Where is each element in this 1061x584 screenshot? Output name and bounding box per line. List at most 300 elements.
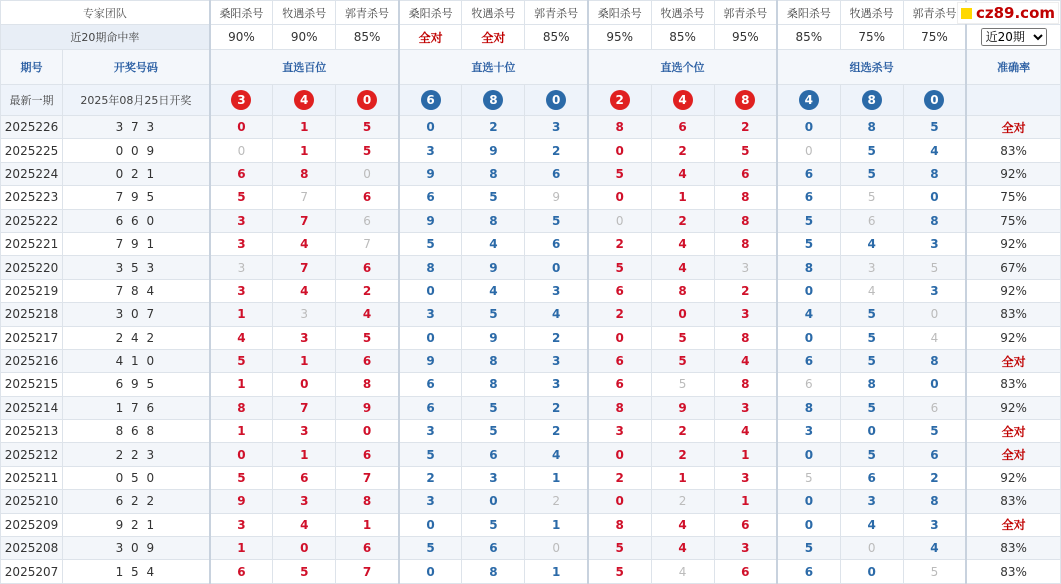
- expert-name: 牧遇杀号: [462, 1, 525, 25]
- col-accuracy: 准确率: [966, 50, 1060, 85]
- kill-number: 2: [336, 279, 399, 302]
- latest-label: 最新一期: [1, 85, 63, 116]
- row-period: 2025214: [1, 396, 63, 419]
- kill-number: 4: [336, 303, 399, 326]
- kill-number: 0: [588, 139, 651, 162]
- kill-number: 1: [651, 466, 714, 489]
- site-logo[interactable]: [957, 2, 1059, 24]
- table-row: [1, 349, 1061, 372]
- latest-ball-cell: [651, 85, 714, 116]
- kill-number: 2: [651, 139, 714, 162]
- latest-ball-cell: [273, 85, 336, 116]
- kill-number: 0: [588, 326, 651, 349]
- table-row: [1, 162, 1061, 185]
- kill-number: 0: [840, 537, 903, 560]
- kill-number: 8: [462, 349, 525, 372]
- latest-ball-cell: [462, 85, 525, 116]
- kill-number: 9: [462, 139, 525, 162]
- kill-number: 1: [714, 443, 777, 466]
- kill-number: 1: [273, 443, 336, 466]
- expert-name: 桑阳杀号: [588, 1, 651, 25]
- kill-number: 4: [903, 326, 966, 349]
- kill-number: 5: [651, 349, 714, 372]
- row-accuracy: 全对: [966, 420, 1060, 443]
- kill-number: 5: [336, 139, 399, 162]
- kill-number: 1: [651, 186, 714, 209]
- kill-number: 8: [336, 490, 399, 513]
- kill-number: 9: [399, 162, 462, 185]
- ball: 3: [231, 90, 251, 110]
- kill-number: 5: [588, 162, 651, 185]
- row-accuracy: 92%: [966, 466, 1060, 489]
- kill-number: 2: [651, 209, 714, 232]
- kill-number: 1: [525, 466, 588, 489]
- row-draw: 6 2 2: [63, 490, 210, 513]
- expert-rate: 90%: [210, 25, 273, 50]
- kill-number: 3: [210, 279, 273, 302]
- kill-number: 7: [336, 232, 399, 255]
- kill-number: 3: [588, 420, 651, 443]
- kill-number: 5: [462, 396, 525, 419]
- expert-name: 牧遇杀号: [273, 1, 336, 25]
- kill-number: 4: [651, 256, 714, 279]
- ball: 6: [421, 90, 441, 110]
- kill-number: 6: [777, 186, 840, 209]
- kill-number: 5: [462, 513, 525, 536]
- row-draw: 3 0 9: [63, 537, 210, 560]
- kill-number: 3: [462, 466, 525, 489]
- expert-name: 桑阳杀号: [210, 1, 273, 25]
- logo-text: cz89.com: [975, 4, 1056, 22]
- kill-number: 2: [651, 443, 714, 466]
- kill-number: 5: [588, 537, 651, 560]
- kill-number: 7: [273, 396, 336, 419]
- row-period: 2025212: [1, 443, 63, 466]
- kill-number: 5: [210, 186, 273, 209]
- row-draw: 2 4 2: [63, 326, 210, 349]
- col-group-combo: 组选杀号: [777, 50, 966, 85]
- kill-number: 0: [273, 373, 336, 396]
- kill-number: 4: [651, 560, 714, 583]
- row-draw: 9 2 1: [63, 513, 210, 536]
- kill-number: 4: [840, 279, 903, 302]
- kill-number: 3: [210, 232, 273, 255]
- kill-number: 6: [462, 443, 525, 466]
- kill-number: 6: [714, 162, 777, 185]
- kill-number: 1: [273, 349, 336, 372]
- kill-number: 5: [588, 560, 651, 583]
- kill-number: 8: [462, 373, 525, 396]
- row-period: 2025226: [1, 116, 63, 139]
- col-period: 期号: [1, 50, 63, 85]
- kill-number: 6: [840, 209, 903, 232]
- kill-number: 0: [525, 537, 588, 560]
- kill-number: 4: [840, 513, 903, 536]
- row-period: 2025217: [1, 326, 63, 349]
- row-draw: 3 7 3: [63, 116, 210, 139]
- table-row: [1, 256, 1061, 279]
- expert-rate: 75%: [840, 25, 903, 50]
- row-draw: 3 0 7: [63, 303, 210, 326]
- expert-rate: 全对: [462, 25, 525, 50]
- kill-number: 8: [714, 326, 777, 349]
- ball: 8: [862, 90, 882, 110]
- latest-ball-cell: [525, 85, 588, 116]
- kill-number: 1: [714, 490, 777, 513]
- expert-name: 桑阳杀号: [399, 1, 462, 25]
- kill-number: 5: [777, 209, 840, 232]
- kill-number: 5: [714, 139, 777, 162]
- kill-number: 5: [777, 537, 840, 560]
- kill-number: 2: [462, 116, 525, 139]
- kill-number: 8: [903, 349, 966, 372]
- kill-number: 3: [399, 420, 462, 443]
- kill-number: 4: [525, 303, 588, 326]
- kill-number: 8: [588, 116, 651, 139]
- kill-number: 5: [273, 560, 336, 583]
- expert-rate: 85%: [651, 25, 714, 50]
- ball: 0: [357, 90, 377, 110]
- kill-number: 0: [840, 560, 903, 583]
- kill-number: 3: [273, 326, 336, 349]
- kill-number: 2: [588, 466, 651, 489]
- kill-number: 3: [525, 116, 588, 139]
- ball: 8: [735, 90, 755, 110]
- kill-number: 8: [588, 396, 651, 419]
- kill-number: 2: [588, 232, 651, 255]
- expert-rate: 75%: [903, 25, 966, 50]
- row-period: 2025219: [1, 279, 63, 302]
- kill-number: 4: [462, 232, 525, 255]
- row-draw: 7 9 1: [63, 232, 210, 255]
- kill-number: 0: [336, 162, 399, 185]
- table-row: [1, 209, 1061, 232]
- kill-number: 8: [336, 373, 399, 396]
- kill-number: 0: [651, 303, 714, 326]
- kill-number: 0: [903, 186, 966, 209]
- row-draw: 7 8 4: [63, 279, 210, 302]
- period-select[interactable]: [981, 28, 1047, 46]
- kill-number: 4: [462, 279, 525, 302]
- expert-name: 郭青杀号: [714, 1, 777, 25]
- latest-ball-cell: [714, 85, 777, 116]
- latest-date: 2025年08月25日开奖: [63, 85, 210, 116]
- table-row: [1, 139, 1061, 162]
- row-accuracy: 83%: [966, 490, 1060, 513]
- row-accuracy: 全对: [966, 443, 1060, 466]
- kill-number: 4: [273, 513, 336, 536]
- row-accuracy: 83%: [966, 303, 1060, 326]
- row-draw: 4 1 0: [63, 349, 210, 372]
- kill-number: 6: [777, 349, 840, 372]
- table-row: [1, 279, 1061, 302]
- kill-number: 2: [903, 466, 966, 489]
- table-row: [1, 466, 1061, 489]
- latest-ball-cell: [210, 85, 273, 116]
- row-draw: 6 9 5: [63, 373, 210, 396]
- table-row: [1, 116, 1061, 139]
- kill-number: 0: [588, 209, 651, 232]
- row-accuracy: 92%: [966, 396, 1060, 419]
- kill-number: 3: [273, 420, 336, 443]
- kill-number: 2: [651, 490, 714, 513]
- kill-number: 1: [210, 303, 273, 326]
- kill-number: 5: [588, 256, 651, 279]
- kill-number: 5: [462, 420, 525, 443]
- kill-number: 8: [462, 560, 525, 583]
- kill-number: 0: [399, 513, 462, 536]
- row-draw: 2 2 3: [63, 443, 210, 466]
- kill-number: 5: [840, 139, 903, 162]
- kill-number: 3: [525, 373, 588, 396]
- table-row: [1, 373, 1061, 396]
- table-row: [1, 490, 1061, 513]
- kill-number: 1: [210, 420, 273, 443]
- kill-number: 7: [273, 209, 336, 232]
- kill-number: 4: [651, 537, 714, 560]
- kill-number: 9: [462, 256, 525, 279]
- ball: 8: [483, 90, 503, 110]
- kill-number: 5: [840, 186, 903, 209]
- table-row: [1, 396, 1061, 419]
- team-label: 专家团队: [1, 1, 210, 25]
- kill-number: 9: [399, 349, 462, 372]
- kill-number: 5: [399, 537, 462, 560]
- kill-number: 5: [840, 303, 903, 326]
- row-draw: 0 0 9: [63, 139, 210, 162]
- kill-number: 6: [399, 373, 462, 396]
- kill-number: 2: [399, 466, 462, 489]
- kill-number: 5: [840, 162, 903, 185]
- latest-ball-cell: [840, 85, 903, 116]
- kill-number: 6: [336, 349, 399, 372]
- kill-number: 8: [714, 209, 777, 232]
- expert-rate: 95%: [714, 25, 777, 50]
- kill-number: 5: [840, 326, 903, 349]
- kill-number: 5: [903, 420, 966, 443]
- kill-number: 1: [210, 537, 273, 560]
- col-group-units: 直选个位: [588, 50, 777, 85]
- kill-number: 9: [525, 186, 588, 209]
- kill-number: 7: [273, 256, 336, 279]
- kill-number: 8: [210, 396, 273, 419]
- kill-number: 0: [777, 279, 840, 302]
- expert-rate: 85%: [336, 25, 399, 50]
- ball: 2: [610, 90, 630, 110]
- kill-number: 4: [777, 303, 840, 326]
- kill-number: 6: [336, 186, 399, 209]
- kill-number: 8: [903, 162, 966, 185]
- kill-number: 8: [777, 396, 840, 419]
- kill-number: 3: [525, 349, 588, 372]
- expert-name: 郭青杀号: [903, 1, 966, 25]
- kill-number: 0: [273, 537, 336, 560]
- row-accuracy: 92%: [966, 279, 1060, 302]
- row-accuracy: 83%: [966, 139, 1060, 162]
- kill-number: 3: [840, 490, 903, 513]
- kill-number: 1: [273, 139, 336, 162]
- kill-number: 6: [651, 116, 714, 139]
- kill-number: 3: [714, 537, 777, 560]
- kill-number: 3: [840, 256, 903, 279]
- kill-number: 6: [903, 396, 966, 419]
- table-row: [1, 443, 1061, 466]
- kill-number: 5: [903, 116, 966, 139]
- kill-number: 0: [399, 560, 462, 583]
- kill-number: 6: [777, 373, 840, 396]
- table-row: [1, 186, 1061, 209]
- kill-number: 0: [903, 373, 966, 396]
- kill-number: 3: [210, 513, 273, 536]
- latest-ball-cell: [903, 85, 966, 116]
- kill-number: 4: [714, 420, 777, 443]
- kill-number: 6: [399, 186, 462, 209]
- row-accuracy: 83%: [966, 560, 1060, 583]
- kill-number: 5: [210, 466, 273, 489]
- kill-number: 0: [336, 420, 399, 443]
- kill-number: 0: [777, 139, 840, 162]
- row-period: 2025223: [1, 186, 63, 209]
- kill-number: 7: [336, 466, 399, 489]
- row-period: 2025224: [1, 162, 63, 185]
- kill-number: 1: [336, 513, 399, 536]
- kill-number: 5: [336, 326, 399, 349]
- kill-number: 1: [273, 116, 336, 139]
- kill-number: 6: [336, 537, 399, 560]
- kill-number: 6: [336, 209, 399, 232]
- kill-number: 0: [399, 116, 462, 139]
- kill-number: 0: [588, 443, 651, 466]
- table-row: [1, 420, 1061, 443]
- kill-number: 4: [525, 443, 588, 466]
- kill-number: 8: [273, 162, 336, 185]
- row-accuracy: 92%: [966, 162, 1060, 185]
- kill-number: 9: [336, 396, 399, 419]
- row-period: 2025222: [1, 209, 63, 232]
- kill-number: 6: [210, 162, 273, 185]
- kill-number: 0: [777, 116, 840, 139]
- kill-number: 6: [714, 560, 777, 583]
- kill-number: 6: [210, 560, 273, 583]
- kill-number: 6: [399, 396, 462, 419]
- kill-number: 4: [210, 326, 273, 349]
- kill-number: 5: [903, 560, 966, 583]
- kill-number: 6: [336, 443, 399, 466]
- kill-number: 0: [399, 326, 462, 349]
- kill-number: 2: [525, 326, 588, 349]
- kill-number: 3: [210, 256, 273, 279]
- row-draw: 0 5 0: [63, 466, 210, 489]
- kill-number: 4: [651, 513, 714, 536]
- table-row: [1, 513, 1061, 536]
- expert-rate: 95%: [588, 25, 651, 50]
- kill-number: 2: [525, 139, 588, 162]
- kill-number: 1: [525, 560, 588, 583]
- kill-number: 6: [525, 232, 588, 255]
- latest-ball-cell: [399, 85, 462, 116]
- row-accuracy: 83%: [966, 373, 1060, 396]
- kill-number: 5: [462, 186, 525, 209]
- kill-number: 8: [777, 256, 840, 279]
- kill-number: 7: [273, 186, 336, 209]
- kill-number: 0: [777, 326, 840, 349]
- row-period: 2025218: [1, 303, 63, 326]
- kill-number: 2: [525, 490, 588, 513]
- row-draw: 1 7 6: [63, 396, 210, 419]
- kill-number: 2: [525, 420, 588, 443]
- row-period: 2025225: [1, 139, 63, 162]
- kill-number: 9: [399, 209, 462, 232]
- kill-number: 4: [903, 537, 966, 560]
- ball: 0: [924, 90, 944, 110]
- row-accuracy: 75%: [966, 209, 1060, 232]
- kill-number: 7: [336, 560, 399, 583]
- ball: 4: [673, 90, 693, 110]
- row-accuracy: 83%: [966, 537, 1060, 560]
- kill-number: 6: [273, 466, 336, 489]
- kill-number: 6: [840, 466, 903, 489]
- row-accuracy: 全对: [966, 513, 1060, 536]
- rate-label: 近20期命中率: [1, 25, 210, 50]
- kill-number: 3: [714, 396, 777, 419]
- period-select-cell: [966, 25, 1060, 50]
- row-period: 2025215: [1, 373, 63, 396]
- row-period: 2025210: [1, 490, 63, 513]
- row-draw: 7 9 5: [63, 186, 210, 209]
- table-row: [1, 232, 1061, 255]
- kill-number: 3: [714, 466, 777, 489]
- expert-name: 牧遇杀号: [651, 1, 714, 25]
- kill-number: 3: [399, 303, 462, 326]
- kill-number: 6: [462, 537, 525, 560]
- row-accuracy: 92%: [966, 326, 1060, 349]
- kill-number: 4: [273, 279, 336, 302]
- kill-number: 0: [840, 420, 903, 443]
- row-draw: 3 5 3: [63, 256, 210, 279]
- row-draw: 8 6 8: [63, 420, 210, 443]
- row-period: 2025207: [1, 560, 63, 583]
- kill-number: 0: [903, 303, 966, 326]
- row-period: 2025221: [1, 232, 63, 255]
- kill-number: 2: [588, 303, 651, 326]
- kill-number: 3: [525, 279, 588, 302]
- kill-number: 5: [525, 209, 588, 232]
- kill-number: 0: [210, 139, 273, 162]
- kill-number: 4: [840, 232, 903, 255]
- kill-number: 5: [210, 349, 273, 372]
- kill-number: 4: [714, 349, 777, 372]
- kill-number: 3: [903, 279, 966, 302]
- row-period: 2025216: [1, 349, 63, 372]
- expert-rate: 85%: [525, 25, 588, 50]
- row-accuracy: 67%: [966, 256, 1060, 279]
- col-group-tens: 直选十位: [399, 50, 588, 85]
- expert-name: 桑阳杀号: [777, 1, 840, 25]
- kill-number: 3: [399, 490, 462, 513]
- kill-number: 5: [399, 443, 462, 466]
- kill-number: 8: [462, 209, 525, 232]
- kill-number: 4: [651, 162, 714, 185]
- kill-number: 8: [462, 162, 525, 185]
- table-row: [1, 537, 1061, 560]
- latest-accuracy: [966, 85, 1060, 116]
- kill-number: 8: [714, 373, 777, 396]
- kill-number: 0: [525, 256, 588, 279]
- row-draw: 6 6 0: [63, 209, 210, 232]
- kill-number: 0: [210, 443, 273, 466]
- kill-number: 3: [903, 232, 966, 255]
- kill-number: 4: [273, 232, 336, 255]
